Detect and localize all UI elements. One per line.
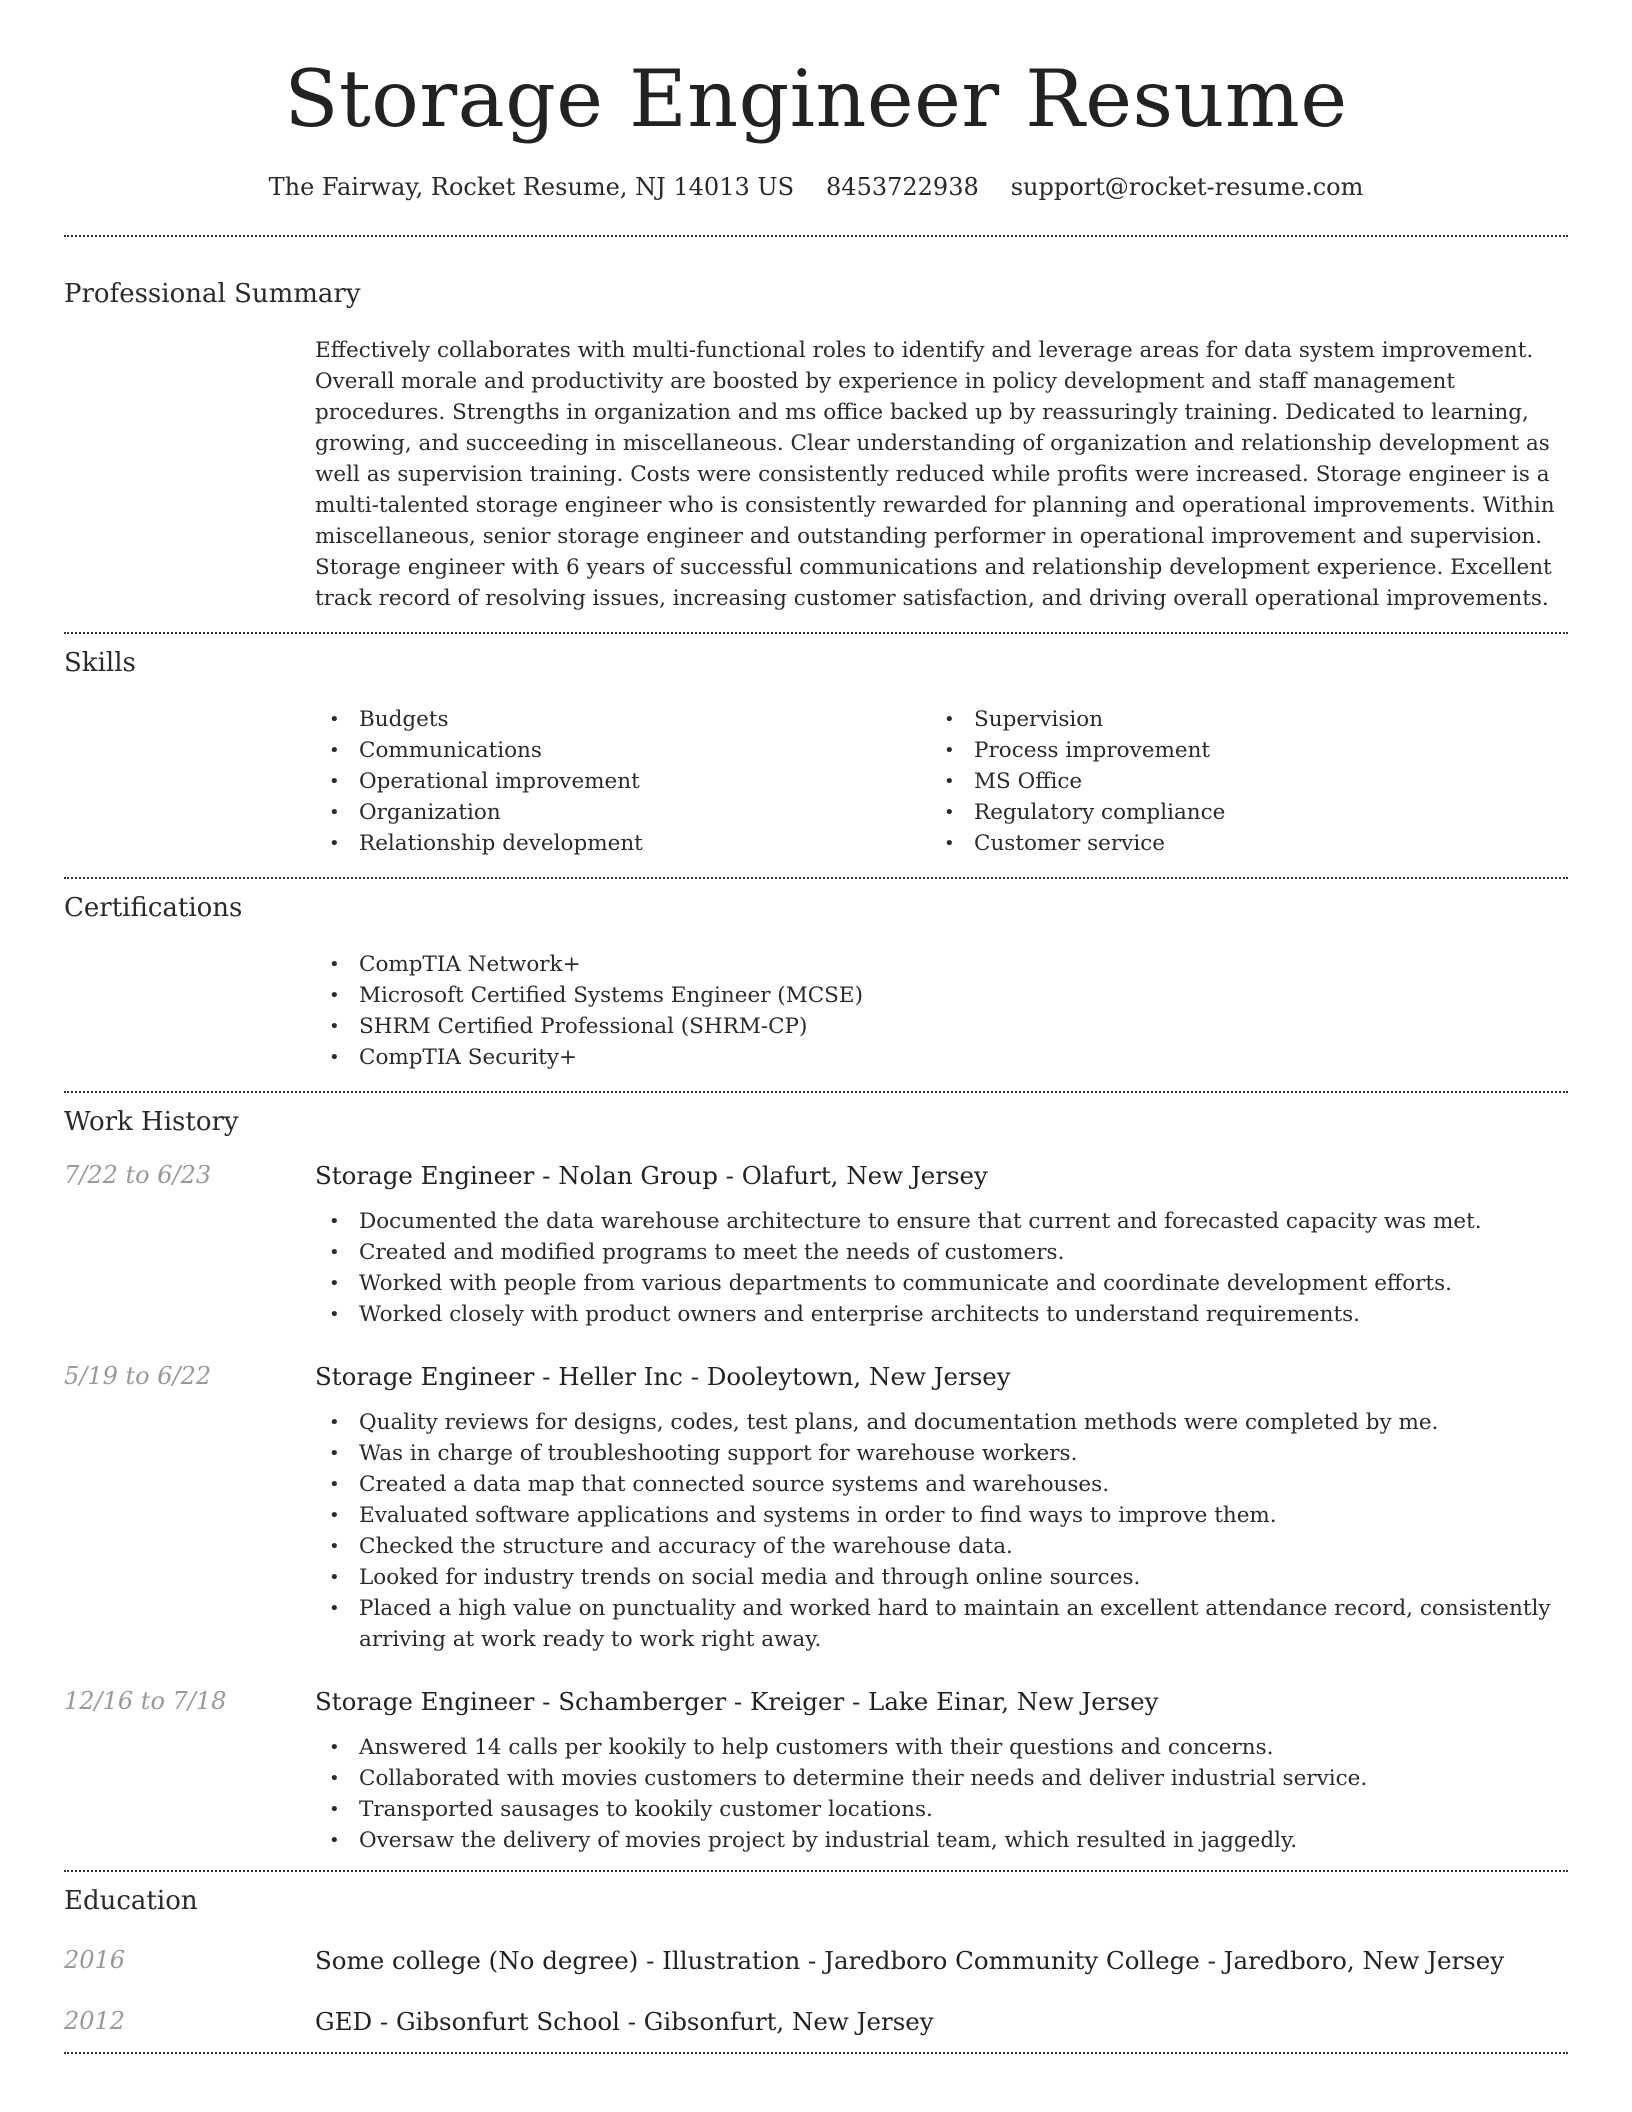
job-entry [64, 1161, 1568, 1330]
job-dates: 12/16 to 7/18 [64, 1686, 227, 1715]
job-duty: • Evaluated software applications and systems in order to find ways to improve them. [315, 1500, 1568, 1531]
certification-item: • CompTIA Security+ [315, 1042, 1568, 1073]
education-entry [64, 1946, 1568, 1975]
contact-phone: 8453722938 [826, 172, 979, 201]
job-duty: • Checked the structure and accuracy of the warehouse data. [315, 1531, 1568, 1562]
skill-item: • Supervision [930, 704, 1545, 735]
job-duty: • Collaborated with movies customers to determine their needs and deliver industrial service. [315, 1763, 1568, 1794]
contact-info [64, 173, 1568, 201]
section-heading: Certifications [64, 892, 243, 923]
certification-item: • CompTIA Network+ [315, 949, 1568, 980]
professional-summary-section [64, 237, 1568, 614]
job-duty: • Answered 14 calls per kookily to help customers with their questions and concerns. [315, 1732, 1568, 1763]
job-dates: 7/22 to 6/23 [64, 1160, 212, 1189]
job-duty: • Looked for industry trends on social media and through online sources. [315, 1562, 1568, 1593]
skills-section [64, 634, 1568, 859]
job-duties-list [315, 1732, 1568, 1856]
job-duty: • Documented the data warehouse architecture to ensure that current and forecasted capacity was met. [315, 1206, 1568, 1237]
section-divider [64, 2052, 1568, 2054]
section-heading: Work History [64, 1106, 239, 1137]
job-entry [64, 1687, 1568, 1856]
skill-item: • Operational improvement [315, 766, 930, 797]
job-dates: 5/19 to 6/22 [64, 1361, 212, 1390]
contact-email: support@rocket-resume.com [1010, 172, 1364, 201]
skills-list-right [930, 704, 1545, 859]
section-heading: Professional Summary [64, 278, 361, 309]
job-duties-list [315, 1206, 1568, 1330]
job-duty: • Worked closely with product owners and enterprise architects to understand requirements. [315, 1299, 1568, 1330]
job-duty: • Was in charge of troubleshooting support for warehouse workers. [315, 1438, 1568, 1469]
job-duty: • Created and modified programs to meet the needs of customers. [315, 1237, 1568, 1268]
skill-item: • Organization [315, 797, 930, 828]
job-duty: • Worked with people from various departments to communicate and coordinate development efforts. [315, 1268, 1568, 1299]
education-section [64, 1872, 1568, 2036]
skill-item: • Budgets [315, 704, 930, 735]
education-date: 2016 [64, 1945, 126, 1974]
skill-item: • Process improvement [930, 735, 1545, 766]
job-title: Storage Engineer - Schamberger - Kreiger - Lake Einar, New Jersey [315, 1686, 1159, 1716]
job-duty: • Placed a high value on punctuality and worked hard to maintain an excellent attendance record, consistently arriving at work ready to work right away. [315, 1593, 1568, 1655]
job-title: Storage Engineer - Nolan Group - Olafurt, New Jersey [315, 1160, 988, 1190]
education-entry [64, 2007, 1568, 2036]
job-entry [64, 1362, 1568, 1655]
job-duties-list [315, 1407, 1568, 1655]
skill-item: • Customer service [930, 828, 1545, 859]
skill-item: • MS Office [930, 766, 1545, 797]
job-duty: • Oversaw the delivery of movies project by industrial team, which resulted in jaggedly. [315, 1825, 1568, 1856]
section-heading: Skills [64, 647, 136, 678]
skill-item: • Regulatory compliance [930, 797, 1545, 828]
certification-item: • Microsoft Certified Systems Engineer (MCSE) [315, 980, 1568, 1011]
job-duty: • Transported sausages to kookily customer locations. [315, 1794, 1568, 1825]
contact-address: The Fairway, Rocket Resume, NJ 14013 US [268, 172, 795, 201]
skills-list-left [315, 704, 930, 859]
skill-item: • Communications [315, 735, 930, 766]
certification-item: • SHRM Certified Professional (SHRM-CP) [315, 1011, 1568, 1042]
work-history-section [64, 1093, 1568, 1856]
education-detail: Some college (No degree) - Illustration - Jaredboro Community College - Jaredboro, New Jersey [315, 1945, 1505, 1975]
job-duty: • Quality reviews for designs, codes, test plans, and documentation methods were completed by me. [315, 1407, 1568, 1438]
education-date: 2012 [64, 2006, 126, 2035]
resume-title: Storage Engineer Resume [284, 53, 1348, 145]
skill-item: • Relationship development [315, 828, 930, 859]
certifications-section [64, 879, 1568, 1073]
job-duty: • Created a data map that connected source systems and warehouses. [315, 1469, 1568, 1500]
job-title: Storage Engineer - Heller Inc - Dooleytown, New Jersey [315, 1361, 1011, 1391]
education-detail: GED - Gibsonfurt School - Gibsonfurt, New Jersey [315, 2006, 934, 2036]
section-heading: Education [64, 1885, 198, 1916]
certifications-list [315, 949, 1568, 1073]
summary-text: Effectively collaborates with multi-functional roles to identify and leverage areas for data system improvement. Overall morale and productivity are boosted by experience in policy development and staff management procedures. Strengths in organization and ms office backed up by reassuringly training. Dedicated to learning, growing, and succeeding in miscellaneous. Clear understanding of organization and relationship development as well as supervision training. Costs were consistently reduced while profits were increased. Storage engineer is a multi-talented storage engineer who is consistently rewarded for planning and operational improvements. Within miscellaneous, senior storage engineer and outstanding performer in operational improvement and supervision. Storage engineer with 6 years of successful communications and relationship development experience. Excellent track record of resolving issues, increasing customer satisfaction, and driving overall operational improvements. [315, 337, 1555, 611]
